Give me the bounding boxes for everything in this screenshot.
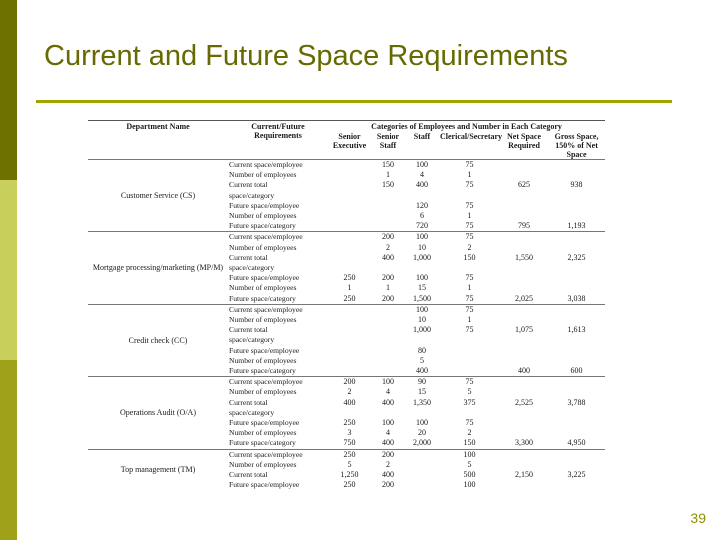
cell-net-space xyxy=(500,170,548,180)
cell-staff: 1,000 xyxy=(413,325,431,335)
header-senior-executive: Senior Executive xyxy=(332,132,367,150)
cell-senior-executive xyxy=(328,325,371,335)
cell-requirement: Future space/category xyxy=(229,293,296,303)
cell-senior-staff: 400 xyxy=(382,252,394,262)
cell-staff xyxy=(405,470,439,480)
cell-staff: 1,000 xyxy=(413,252,431,262)
cell-net-space: 2,525 xyxy=(515,397,533,407)
cell-staff: 80 xyxy=(418,345,426,355)
department-name: Operations Audit (O/A) xyxy=(88,377,228,449)
cell-requirement: Future space/category xyxy=(229,438,296,448)
cell-net-space xyxy=(500,232,548,243)
cell-net-space xyxy=(500,315,548,325)
cell-senior-staff xyxy=(371,304,405,315)
cell-net-space xyxy=(500,211,548,221)
cell-clerical: 5 xyxy=(467,387,472,397)
cell-senior-staff xyxy=(371,325,405,335)
cell-senior-executive xyxy=(328,243,371,253)
cell-staff: 6 xyxy=(420,211,424,221)
cell-senior-staff: 1 xyxy=(386,283,390,293)
space-requirements-table-container xyxy=(88,120,605,536)
cell-senior-staff xyxy=(371,315,405,325)
cell-net-space: 400 xyxy=(518,366,530,376)
cell-staff: 1,500 xyxy=(413,293,431,303)
cell-staff: 100 xyxy=(416,418,428,428)
cell-senior-executive: 1 xyxy=(347,283,352,293)
cell-staff xyxy=(405,335,439,345)
cell-gross-space: 3,788 xyxy=(567,397,586,407)
cell-clerical xyxy=(439,191,500,201)
cell-net-space xyxy=(500,201,548,211)
cell-senior-staff xyxy=(371,211,405,221)
cell-staff: 20 xyxy=(418,428,426,438)
cell-clerical: 75 xyxy=(439,304,500,315)
cell-gross-space xyxy=(548,428,605,438)
cell-senior-executive: 2 xyxy=(347,387,352,397)
cell-senior-staff: 2 xyxy=(386,242,390,252)
cell-requirement: Future space/employee xyxy=(229,200,300,210)
cell-staff xyxy=(405,408,439,418)
cell-clerical: 375 xyxy=(463,397,476,407)
cell-requirement: Number of employees xyxy=(229,387,297,397)
cell-gross-space xyxy=(548,377,605,388)
cell-requirement: Number of employees xyxy=(229,283,297,293)
cell-clerical: 75 xyxy=(465,221,474,231)
header-requirements: Current/Future Requirements xyxy=(228,121,328,160)
cell-senior-staff: 150 xyxy=(371,160,405,171)
cell-staff: 100 xyxy=(405,232,439,243)
table-row xyxy=(88,232,605,243)
cell-senior-staff: 100 xyxy=(382,418,394,428)
cell-clerical xyxy=(439,335,500,345)
cell-gross-space xyxy=(548,201,605,211)
cell-clerical: 1 xyxy=(467,315,472,325)
cell-requirement: Number of employees xyxy=(229,459,297,469)
cell-senior-staff: 400 xyxy=(382,438,394,448)
cell-senior-executive: 250 xyxy=(343,293,356,303)
page-number: 39 xyxy=(690,510,706,526)
cell-net-space xyxy=(500,304,548,315)
cell-clerical: 2 xyxy=(467,428,472,438)
cell-gross-space: 1,613 xyxy=(567,325,586,335)
cell-staff: 100 xyxy=(416,273,428,283)
cell-gross-space xyxy=(548,480,605,490)
cell-staff: 15 xyxy=(418,387,426,397)
cell-clerical: 5 xyxy=(467,459,472,469)
cell-gross-space xyxy=(548,273,605,283)
cell-staff xyxy=(405,460,439,470)
cell-senior-executive xyxy=(328,253,371,263)
cell-senior-executive xyxy=(328,191,371,201)
cell-gross-space xyxy=(548,408,605,418)
header-department: Department Name xyxy=(88,121,228,160)
cell-senior-executive xyxy=(328,180,371,190)
cell-senior-staff: 200 xyxy=(382,273,394,283)
cell-senior-executive xyxy=(328,304,371,315)
cell-requirement: Number of employees xyxy=(229,315,297,325)
department-name: Credit check (CC) xyxy=(88,304,228,376)
cell-senior-executive xyxy=(328,160,371,171)
cell-gross-space xyxy=(548,387,605,397)
cell-clerical: 75 xyxy=(439,377,500,388)
cell-requirement: space/category xyxy=(229,190,275,200)
cell-requirement: space/category xyxy=(229,263,275,273)
cell-net-space: 1,075 xyxy=(515,325,533,335)
department-name: Customer Service (CS) xyxy=(88,160,228,232)
cell-senior-staff: 4 xyxy=(386,428,390,438)
cell-senior-staff: 400 xyxy=(382,397,394,407)
cell-senior-staff: 200 xyxy=(371,449,405,460)
cell-requirement: space/category xyxy=(229,335,275,345)
sidebar-band-middle xyxy=(0,180,17,360)
cell-clerical: 1 xyxy=(467,170,472,180)
cell-requirement: Current space/employee xyxy=(228,377,328,388)
cell-gross-space xyxy=(548,263,605,273)
cell-requirement: Current total xyxy=(229,470,268,480)
department-name: Mortgage processing/marketing (MP/M) xyxy=(88,232,228,304)
cell-senior-staff: 1 xyxy=(386,170,390,180)
cell-senior-executive xyxy=(328,366,371,377)
cell-gross-space xyxy=(548,460,605,470)
cell-gross-space: 1,193 xyxy=(567,221,586,231)
cell-clerical: 75 xyxy=(465,273,474,283)
cell-requirement: space/category xyxy=(229,407,275,417)
header-senior-staff: Senior Staff xyxy=(376,132,400,150)
cell-gross-space: 938 xyxy=(570,180,583,190)
cell-senior-staff: 4 xyxy=(386,387,390,397)
cell-senior-staff xyxy=(371,356,405,366)
cell-senior-staff: 200 xyxy=(382,480,394,490)
cell-gross-space xyxy=(548,335,605,345)
cell-senior-executive xyxy=(328,221,371,232)
cell-clerical: 75 xyxy=(439,160,500,171)
cell-senior-executive: 250 xyxy=(343,273,356,283)
cell-requirement: Current space/employee xyxy=(228,232,328,243)
cell-clerical: 2 xyxy=(467,242,472,252)
cell-senior-executive: 400 xyxy=(343,397,356,407)
cell-senior-staff xyxy=(371,366,405,377)
cell-gross-space xyxy=(548,160,605,171)
cell-clerical xyxy=(439,356,500,366)
cell-gross-space: 600 xyxy=(570,366,583,376)
cell-requirement: Future space/employee xyxy=(229,418,300,428)
cell-senior-executive: 250 xyxy=(343,480,356,490)
cell-staff: 10 xyxy=(418,315,426,325)
cell-requirement: Current space/employee xyxy=(228,304,328,315)
cell-net-space: 625 xyxy=(518,180,530,190)
cell-requirement: Number of employees xyxy=(229,170,297,180)
cell-senior-staff xyxy=(371,263,405,273)
cell-clerical: 75 xyxy=(465,180,474,190)
cell-net-space xyxy=(500,480,548,490)
cell-net-space xyxy=(500,346,548,356)
cell-senior-staff: 2 xyxy=(386,459,390,469)
header-staff: Staff xyxy=(413,132,431,141)
cell-requirement: Future space/employee xyxy=(229,345,300,355)
cell-senior-staff xyxy=(371,346,405,356)
space-requirements-table xyxy=(88,120,605,491)
cell-gross-space: 2,325 xyxy=(567,252,586,262)
cell-senior-executive xyxy=(328,263,371,273)
cell-gross-space xyxy=(548,449,605,460)
sidebar-band-top xyxy=(0,0,17,180)
cell-senior-executive xyxy=(328,201,371,211)
cell-senior-executive xyxy=(328,408,371,418)
cell-net-space xyxy=(500,449,548,460)
cell-staff: 15 xyxy=(418,283,426,293)
department-name: Top management (TM) xyxy=(88,449,228,490)
cell-net-space xyxy=(500,263,548,273)
cell-staff: 4 xyxy=(420,170,424,180)
header-gross-space: Gross Space, 150% of Net Space xyxy=(554,132,599,159)
cell-staff: 400 xyxy=(416,180,428,190)
cell-requirement: Current total xyxy=(229,397,268,407)
cell-net-space xyxy=(500,243,548,253)
cell-clerical: 150 xyxy=(463,438,476,448)
cell-senior-executive: 1,250 xyxy=(340,470,359,480)
cell-gross-space: 3,225 xyxy=(567,470,586,480)
cell-gross-space xyxy=(548,283,605,293)
cell-staff: 10 xyxy=(418,242,426,252)
table-row xyxy=(88,304,605,315)
cell-clerical xyxy=(439,408,500,418)
cell-requirement: Number of employees xyxy=(229,428,297,438)
cell-gross-space xyxy=(548,315,605,325)
cell-senior-staff: 200 xyxy=(382,293,394,303)
cell-staff: 90 xyxy=(405,377,439,388)
cell-senior-executive xyxy=(328,170,371,180)
header-clerical: Clerical/Secretary xyxy=(440,132,503,141)
cell-net-space xyxy=(500,160,548,171)
cell-net-space xyxy=(500,460,548,470)
cell-gross-space: 4,950 xyxy=(567,438,586,448)
cell-clerical: 1 xyxy=(467,283,472,293)
cell-senior-executive: 200 xyxy=(328,377,371,388)
cell-staff: 120 xyxy=(416,200,428,210)
cell-clerical: 100 xyxy=(463,480,476,490)
cell-net-space xyxy=(500,335,548,345)
cell-net-space xyxy=(500,273,548,283)
cell-staff xyxy=(405,449,439,460)
cell-senior-staff xyxy=(371,408,405,418)
cell-net-space: 2,150 xyxy=(515,470,533,480)
cell-senior-executive: 250 xyxy=(328,449,371,460)
cell-net-space xyxy=(500,428,548,438)
cell-staff: 100 xyxy=(405,304,439,315)
cell-clerical xyxy=(439,346,500,356)
cell-staff: 1,350 xyxy=(413,397,431,407)
cell-requirement: Current space/employee xyxy=(228,160,328,171)
cell-net-space xyxy=(500,356,548,366)
cell-senior-executive: 250 xyxy=(343,418,356,428)
cell-senior-staff xyxy=(371,335,405,345)
cell-senior-staff: 200 xyxy=(371,232,405,243)
cell-gross-space xyxy=(548,211,605,221)
cell-senior-staff xyxy=(371,191,405,201)
cell-net-space: 2,025 xyxy=(515,293,533,303)
cell-senior-staff xyxy=(371,201,405,211)
cell-gross-space xyxy=(548,232,605,243)
cell-staff: 5 xyxy=(420,355,424,365)
cell-requirement: Future space/employee xyxy=(229,273,300,283)
cell-gross-space: 3,038 xyxy=(567,293,586,303)
cell-staff: 400 xyxy=(416,366,428,376)
cell-gross-space xyxy=(548,356,605,366)
cell-senior-executive xyxy=(328,335,371,345)
table-row xyxy=(88,160,605,171)
cell-staff: 100 xyxy=(405,160,439,171)
header-net-space: Net Space Required xyxy=(507,132,541,150)
cell-clerical: 75 xyxy=(465,293,474,303)
cell-net-space xyxy=(500,387,548,397)
header-categories: Categories of Employees and Number in Each Category xyxy=(328,121,605,132)
cell-gross-space xyxy=(548,191,605,201)
cell-senior-executive xyxy=(328,315,371,325)
cell-clerical: 75 xyxy=(465,418,474,428)
cell-net-space xyxy=(500,191,548,201)
cell-gross-space xyxy=(548,243,605,253)
cell-net-space xyxy=(500,408,548,418)
cell-senior-executive xyxy=(328,211,371,221)
cell-senior-executive xyxy=(328,232,371,243)
table-body xyxy=(88,160,605,491)
table-row xyxy=(88,449,605,460)
cell-requirement: Number of employees xyxy=(229,242,297,252)
table-row xyxy=(88,377,605,388)
cell-requirement: Current total xyxy=(229,325,268,335)
cell-net-space xyxy=(500,283,548,293)
cell-clerical: 100 xyxy=(439,449,500,460)
cell-clerical: 500 xyxy=(463,470,476,480)
cell-senior-staff: 100 xyxy=(371,377,405,388)
cell-clerical: 75 xyxy=(465,200,474,210)
cell-requirement: Current total xyxy=(229,180,268,190)
cell-gross-space xyxy=(548,346,605,356)
cell-requirement: Current total xyxy=(229,252,268,262)
cell-clerical: 1 xyxy=(467,211,472,221)
cell-clerical: 150 xyxy=(463,252,476,262)
cell-clerical xyxy=(439,366,500,377)
sidebar-band-bottom xyxy=(0,360,17,540)
cell-net-space: 1,550 xyxy=(515,252,533,262)
cell-senior-executive xyxy=(328,346,371,356)
cell-requirement: Future space/category xyxy=(229,366,296,376)
cell-senior-staff: 150 xyxy=(382,180,394,190)
cell-senior-executive: 3 xyxy=(347,428,352,438)
cell-staff xyxy=(405,480,439,490)
cell-clerical xyxy=(439,263,500,273)
cell-staff: 720 xyxy=(416,221,428,231)
cell-senior-staff: 400 xyxy=(382,470,394,480)
cell-staff xyxy=(405,263,439,273)
cell-requirement: Current space/employee xyxy=(228,449,328,460)
cell-net-space xyxy=(500,418,548,428)
cell-net-space: 795 xyxy=(518,221,530,231)
cell-gross-space xyxy=(548,304,605,315)
cell-requirement: Future space/employee xyxy=(229,480,300,490)
cell-senior-executive: 5 xyxy=(347,459,352,469)
cell-clerical: 75 xyxy=(465,325,474,335)
cell-staff xyxy=(405,191,439,201)
cell-senior-staff xyxy=(371,221,405,232)
cell-requirement: Future space/category xyxy=(229,221,296,231)
slide-title: Current and Future Space Requirements xyxy=(44,40,568,72)
cell-requirement: Number of employees xyxy=(229,355,297,365)
cell-senior-executive: 750 xyxy=(343,438,356,448)
cell-staff: 2,000 xyxy=(413,438,431,448)
cell-senior-executive xyxy=(328,356,371,366)
cell-gross-space xyxy=(548,418,605,428)
title-underline xyxy=(36,100,672,103)
cell-clerical: 75 xyxy=(439,232,500,243)
cell-requirement: Number of employees xyxy=(229,211,297,221)
cell-gross-space xyxy=(548,170,605,180)
cell-net-space xyxy=(500,377,548,388)
cell-net-space: 3,300 xyxy=(515,438,533,448)
